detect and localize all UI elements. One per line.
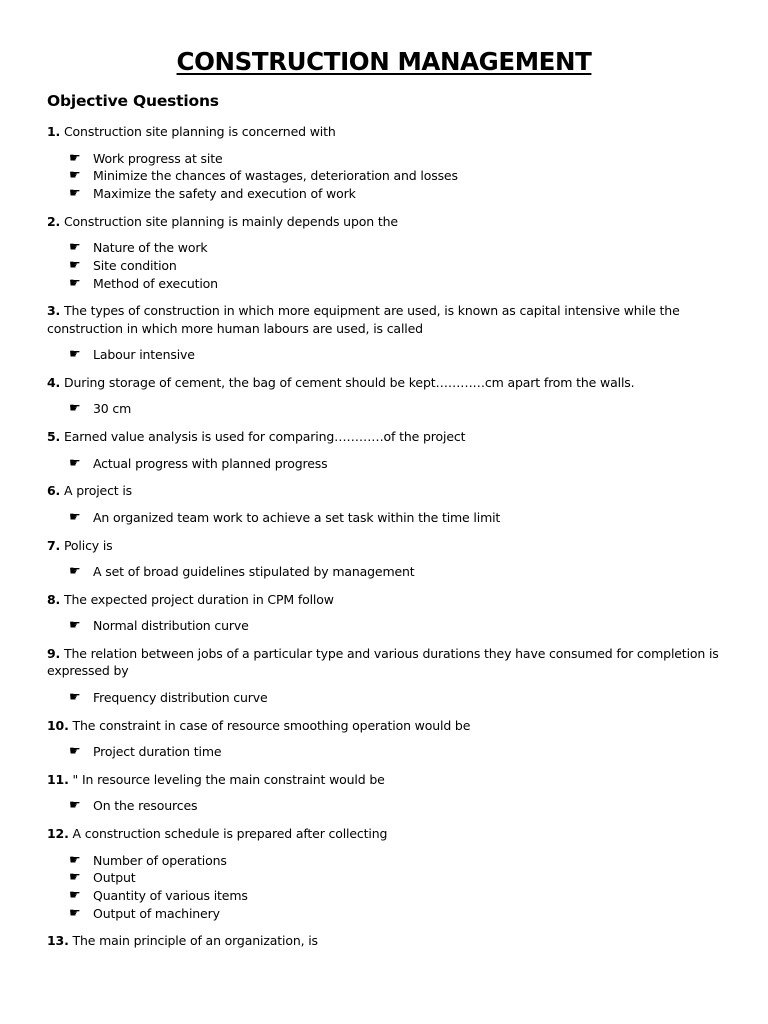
pointing-hand-icon: ☛ xyxy=(69,905,81,921)
answer-list xyxy=(47,150,727,203)
answer-item xyxy=(47,887,727,905)
question-number: 7. xyxy=(47,537,61,553)
answer-item xyxy=(47,239,727,257)
answer-list xyxy=(47,563,727,581)
question-item xyxy=(47,428,727,472)
answer-text: Project duration time xyxy=(93,744,222,760)
question-body: The constraint in case of resource smoothing operation would be xyxy=(68,717,471,733)
answer-text: Minimize the chances of wastages, deterioration and losses xyxy=(93,168,458,184)
question-item xyxy=(47,771,727,815)
answer-item xyxy=(47,869,727,887)
question-body: Policy is xyxy=(60,537,113,553)
question-text xyxy=(47,591,727,609)
question-list xyxy=(47,123,727,950)
answer-text: Frequency distribution curve xyxy=(93,689,268,705)
question-body: Construction site planning is mainly depends upon the xyxy=(60,213,398,229)
question-text xyxy=(47,537,727,555)
question-number: 1. xyxy=(47,124,61,139)
pointing-hand-icon: ☛ xyxy=(69,185,81,201)
question-number: 9. xyxy=(47,645,61,661)
pointing-hand-icon: ☛ xyxy=(69,798,81,814)
answer-list xyxy=(47,509,727,527)
answer-item xyxy=(47,455,727,473)
answer-text: Method of execution xyxy=(93,275,218,291)
answer-list xyxy=(47,797,727,815)
answer-text: Site condition xyxy=(93,257,177,273)
question-number: 12. xyxy=(47,826,69,842)
answer-item xyxy=(47,275,727,293)
question-number: 10. xyxy=(47,717,69,733)
answer-text: An organized team work to achieve a set task within the time limit xyxy=(93,509,501,525)
answer-text: Number of operations xyxy=(93,852,227,868)
question-text xyxy=(47,771,727,789)
question-number: 5. xyxy=(47,429,61,445)
pointing-hand-icon: ☛ xyxy=(69,240,81,256)
answer-list xyxy=(47,852,727,923)
answer-list xyxy=(47,455,727,473)
pointing-hand-icon: ☛ xyxy=(69,401,81,417)
question-number: 6. xyxy=(47,483,61,499)
question-text xyxy=(47,932,727,950)
answer-list xyxy=(47,400,727,418)
answer-text: 30 cm xyxy=(93,401,132,417)
answer-text: Actual progress with planned progress xyxy=(93,455,328,471)
pointing-hand-icon: ☛ xyxy=(69,257,81,273)
question-text xyxy=(47,717,727,735)
answer-item xyxy=(47,185,727,203)
answer-text: Normal distribution curve xyxy=(93,618,249,634)
document-title-text: CONSTRUCTION MANAGEMENT xyxy=(176,47,592,76)
question-number: 2. xyxy=(47,213,61,229)
question-body: The main principle of an organization, is xyxy=(68,933,318,949)
question-text xyxy=(47,374,727,392)
answer-text: Output of machinery xyxy=(93,905,220,921)
answer-item xyxy=(47,400,727,418)
answer-text: A set of broad guidelines stipulated by management xyxy=(93,564,415,580)
question-item xyxy=(47,645,727,707)
answer-text: Work progress at site xyxy=(93,150,223,166)
question-item xyxy=(47,482,727,526)
pointing-hand-icon: ☛ xyxy=(69,564,81,580)
answer-item xyxy=(47,617,727,635)
pointing-hand-icon: ☛ xyxy=(69,618,81,634)
question-item xyxy=(47,717,727,761)
pointing-hand-icon: ☛ xyxy=(69,870,81,886)
section-heading: Objective Questions xyxy=(47,92,219,110)
pointing-hand-icon: ☛ xyxy=(69,275,81,291)
answer-text: Maximize the safety and execution of work xyxy=(93,185,356,201)
question-item xyxy=(47,374,727,418)
question-body: Earned value analysis is used for comparing…………of the project xyxy=(60,429,466,445)
answer-item xyxy=(47,509,727,527)
question-text xyxy=(47,302,727,337)
document-title xyxy=(0,45,768,79)
pointing-hand-icon: ☛ xyxy=(69,744,81,760)
question-text xyxy=(47,123,727,141)
question-number: 8. xyxy=(47,591,61,607)
answer-text: Output xyxy=(93,870,136,886)
pointing-hand-icon: ☛ xyxy=(69,689,81,705)
answer-item xyxy=(47,150,727,168)
question-text xyxy=(47,645,727,680)
answer-item xyxy=(47,743,727,761)
question-item xyxy=(47,932,727,950)
answer-list xyxy=(47,346,727,364)
question-item xyxy=(47,537,727,581)
answer-item xyxy=(47,257,727,275)
pointing-hand-icon: ☛ xyxy=(69,852,81,868)
question-body: " In resource leveling the main constraint would be xyxy=(68,771,385,787)
answer-text: Quantity of various items xyxy=(93,887,248,903)
answer-list xyxy=(47,617,727,635)
question-item xyxy=(47,302,727,364)
answer-list xyxy=(47,239,727,292)
pointing-hand-icon: ☛ xyxy=(69,509,81,525)
question-number: 3. xyxy=(47,303,61,319)
question-item xyxy=(47,825,727,922)
question-number: 11. xyxy=(47,771,69,787)
answer-item xyxy=(47,905,727,923)
question-text xyxy=(47,213,727,231)
question-text xyxy=(47,428,727,446)
answer-text: Nature of the work xyxy=(93,240,208,256)
pointing-hand-icon: ☛ xyxy=(69,347,81,363)
answer-item xyxy=(47,167,727,185)
question-body: During storage of cement, the bag of cement should be kept…………cm apart from the walls. xyxy=(60,374,635,390)
answer-item xyxy=(47,689,727,707)
pointing-hand-icon: ☛ xyxy=(69,455,81,471)
question-text xyxy=(47,482,727,500)
answer-list xyxy=(47,689,727,707)
answer-item xyxy=(47,852,727,870)
question-number: 4. xyxy=(47,374,61,390)
answer-text: On the resources xyxy=(93,798,198,814)
question-number: 13. xyxy=(47,933,69,949)
pointing-hand-icon: ☛ xyxy=(69,887,81,903)
question-body: A project is xyxy=(60,483,133,499)
question-item xyxy=(47,123,727,203)
question-body: The types of construction in which more equipment are used, is known as capital intensive while the construction in which more human labours are used, is called xyxy=(47,303,680,336)
answer-text: Labour intensive xyxy=(93,347,195,363)
pointing-hand-icon: ☛ xyxy=(69,168,81,184)
question-item xyxy=(47,591,727,635)
question-item xyxy=(47,213,727,293)
question-text xyxy=(47,825,727,843)
answer-list xyxy=(47,743,727,761)
answer-item xyxy=(47,563,727,581)
pointing-hand-icon: ☛ xyxy=(69,150,81,166)
question-body: A construction schedule is prepared after collecting xyxy=(68,826,388,842)
question-body: The expected project duration in CPM follow xyxy=(60,591,334,607)
question-body: Construction site planning is concerned with xyxy=(60,124,336,139)
answer-item xyxy=(47,797,727,815)
question-body: The relation between jobs of a particular type and various durations they have consumed for completion is expressed by xyxy=(47,645,719,679)
answer-item xyxy=(47,346,727,364)
